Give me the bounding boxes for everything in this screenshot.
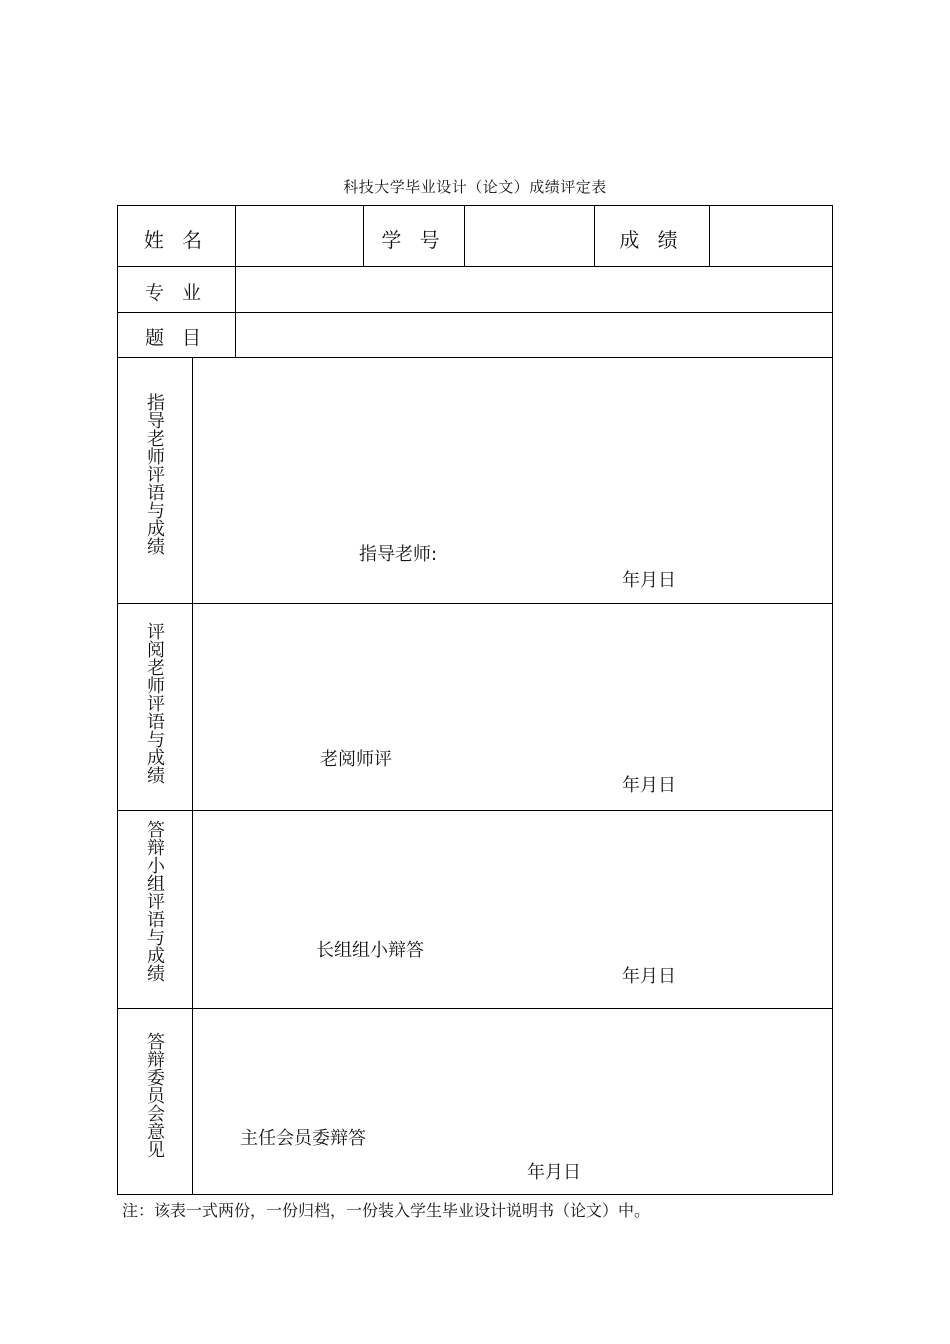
committee-opinion-label: 答辩委员会意见 [144, 1032, 165, 1158]
advisor-date-label: 年月日 [622, 570, 676, 591]
grade-label: 成 绩 [619, 228, 684, 252]
student-id-label: 学 号 [381, 228, 446, 252]
name-label: 姓 名 [143, 228, 209, 252]
committee-opinion-field[interactable] [193, 1009, 832, 1119]
reviewer-comment-field[interactable] [193, 604, 832, 734]
defense-group-date-label: 年月日 [622, 966, 676, 987]
reviewer-comment-label: 评阅老师评语与成绩 [144, 622, 165, 784]
reviewer-signature-label: 老阅师评 [320, 749, 392, 770]
defense-group-signature-label: 长组组小辩答 [316, 940, 424, 961]
reviewer-date-label: 年月日 [622, 775, 676, 796]
grade-field[interactable] [710, 214, 832, 266]
committee-signature-label: 主任会员委辩答 [240, 1128, 366, 1149]
major-label: 专 业 [144, 282, 208, 304]
advisor-comment-field[interactable] [193, 358, 832, 538]
advisor-comment-label: 指导老师评语与成绩 [144, 393, 165, 555]
committee-date-label: 年月日 [527, 1162, 581, 1183]
student-id-field[interactable] [465, 214, 594, 266]
form-title: 科技大学毕业设计（论文）成绩评定表 [343, 178, 607, 196]
advisor-signature-label: 指导老师: [359, 544, 438, 565]
footnote: 注：该表一式两份，一份归档，一份装入学生毕业设计说明书（论文）中。 [122, 1201, 651, 1220]
defense-group-comment-field[interactable] [193, 811, 832, 931]
name-field[interactable] [236, 214, 363, 266]
topic-label: 题 目 [144, 327, 208, 349]
major-field[interactable] [236, 267, 832, 312]
defense-group-comment-label: 答辩小组评语与成绩 [144, 820, 165, 982]
topic-field[interactable] [236, 313, 832, 357]
